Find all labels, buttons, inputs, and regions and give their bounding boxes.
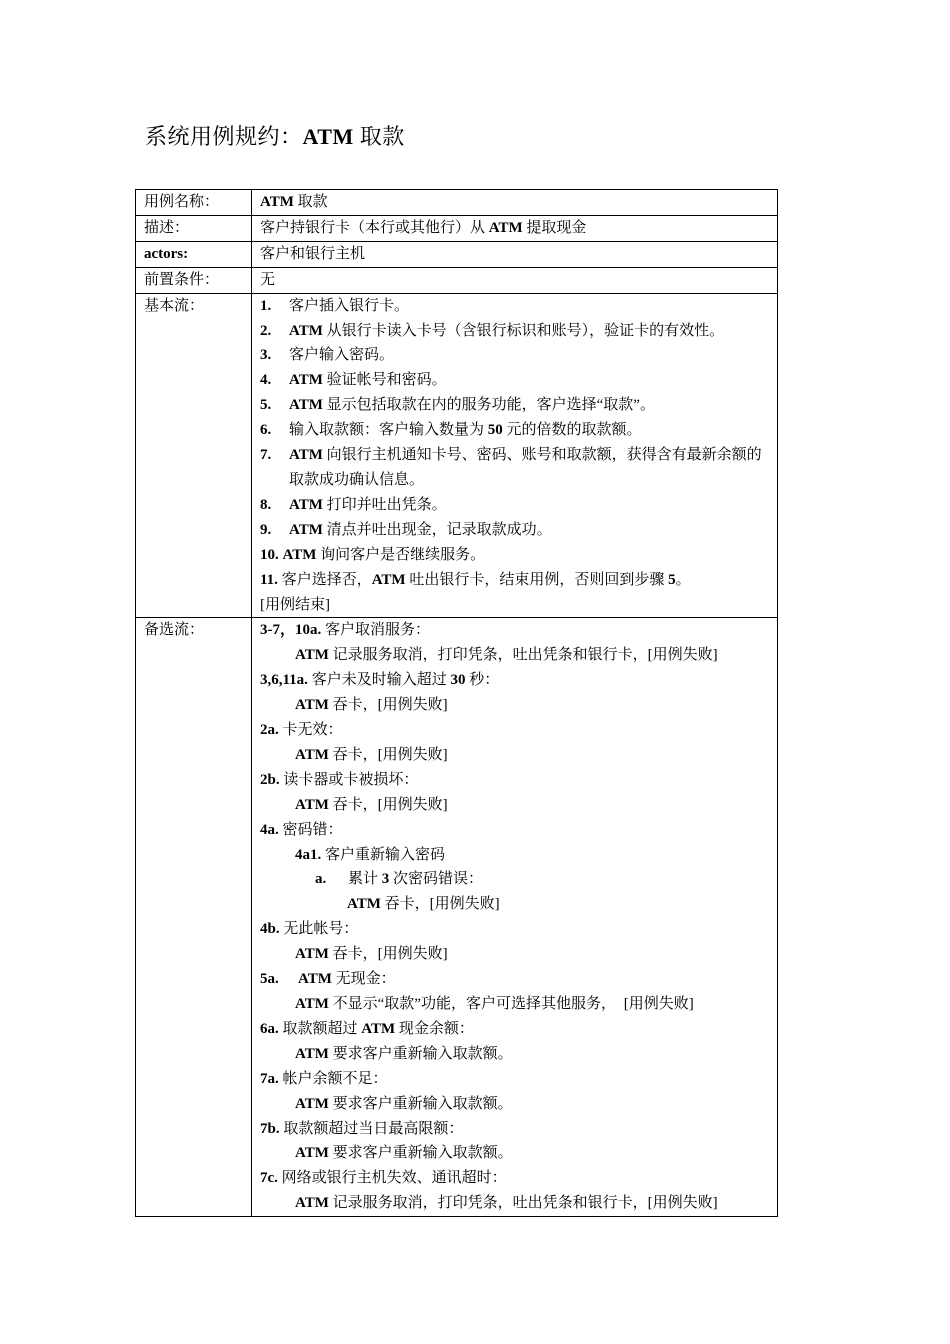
use-case-end: [用例结束]: [260, 596, 330, 613]
step-1: 1. 客户插入银行卡。: [260, 297, 410, 314]
alt-2a: 2a. 卡无效：: [260, 722, 343, 739]
alt-7c: 7c. 网络或银行主机失效、通讯超时：: [260, 1170, 507, 1187]
alt-4b-action: ATM 吞卡，[用例失败]: [295, 946, 448, 963]
alt-6a: 6a. 取款额超过 ATM 现金余额：: [260, 1020, 474, 1037]
alt-7b: 7b. 取款额超过当日最高限额：: [260, 1120, 464, 1137]
row-precondition: [136, 267, 778, 293]
alt-7b-action: ATM 要求客户重新输入取款额。: [295, 1145, 513, 1162]
step-6: 6. 输入取款额：客户输入数量为 50 元的倍数的取款额。: [260, 422, 642, 439]
alternate-flow-steps: [252, 618, 778, 1217]
label-actors: actors:: [136, 241, 252, 267]
label-alternate-flow: 备选流：: [136, 618, 252, 1217]
row-basic-flow: [136, 293, 778, 618]
use-case-table: [135, 189, 778, 1217]
alt-6a-action: ATM 要求客户重新输入取款额。: [295, 1045, 513, 1062]
label-description: 描述：: [136, 215, 252, 241]
alt-2b: 2b. 读卡器或卡被损坏：: [260, 771, 419, 788]
alt-5a: 5a. ATM 无现金：: [260, 971, 396, 988]
label-name: 用例名称：: [136, 190, 252, 216]
value-description: 客户持银行卡（本行或其他行）从 ATM 提取现金: [252, 215, 778, 241]
row-alternate-flow: [136, 618, 778, 1217]
step-3: 3. 客户输入密码。: [260, 347, 395, 364]
step-8: 8. ATM 打印并吐出凭条。: [260, 496, 447, 513]
alt-7c-action: ATM 记录服务取消，打印凭条，吐出凭条和银行卡，[用例失败]: [295, 1195, 718, 1212]
step-9: 9. ATM 清点并吐出现金，记录取款成功。: [260, 521, 552, 538]
basic-flow-steps: [252, 293, 778, 618]
value-actors: 客户和银行主机: [252, 241, 778, 267]
step-5: 5. ATM 显示包括取款在内的服务功能，客户选择“取款”。: [260, 397, 655, 414]
step-4: 4. ATM 验证帐号和密码。: [260, 372, 447, 389]
step-10: 10. ATM 询问客户是否继续服务。: [260, 546, 486, 563]
page-title: 系统用例规约：ATM 取款: [145, 124, 405, 149]
value-precondition: 无: [252, 267, 778, 293]
alt-5a-action: ATM 不显示“取款”功能，客户可选择其他服务， [用例失败]: [295, 996, 694, 1012]
label-precondition: 前置条件：: [136, 267, 252, 293]
step-7: 7. ATM 向银行主机通知卡号、密码、账号和取款额，获得含有最新余额的取款成功确认信息。: [260, 447, 762, 488]
alt-7a: 7a. 帐户余额不足：: [260, 1070, 388, 1087]
alt-4a1: 4a1. 客户重新输入密码: [295, 846, 446, 863]
alt-4a1-a-action: ATM 吞卡，[用例失败]: [347, 896, 500, 913]
label-basic-flow: 基本流：: [136, 293, 252, 618]
row-name: [136, 190, 778, 216]
alt-4b: 4b. 无此帐号：: [260, 921, 359, 938]
alt-3-6-11a: 3,6,11a. 客户未及时输入超过 30 秒：: [260, 672, 500, 689]
alt-2a-action: ATM 吞卡，[用例失败]: [295, 746, 448, 763]
alt-4a: 4a. 密码错：: [260, 821, 343, 838]
alt-3-7-10a: 3-7，10a. 客户取消服务：: [260, 622, 431, 639]
step-2: 2. ATM 从银行卡读入卡号（含银行标识和账号），验证卡的有效性。: [260, 322, 725, 339]
alt-4a1-a: a. 累计 3 次密码错误：: [315, 871, 484, 888]
alt-3-6-11a-action: ATM 吞卡，[用例失败]: [295, 697, 448, 714]
alt-7a-action: ATM 要求客户重新输入取款额。: [295, 1095, 513, 1112]
row-description: [136, 215, 778, 241]
value-name: ATM 取款: [252, 190, 778, 216]
step-11: 11. 客户选择否，ATM 吐出银行卡，结束用例，否则回到步骤 5。: [260, 571, 691, 588]
alt-2b-action: ATM 吞卡，[用例失败]: [295, 796, 448, 813]
alt-3-7-10a-action: ATM 记录服务取消，打印凭条，吐出凭条和银行卡，[用例失败]: [295, 647, 718, 664]
row-actors: [136, 241, 778, 267]
